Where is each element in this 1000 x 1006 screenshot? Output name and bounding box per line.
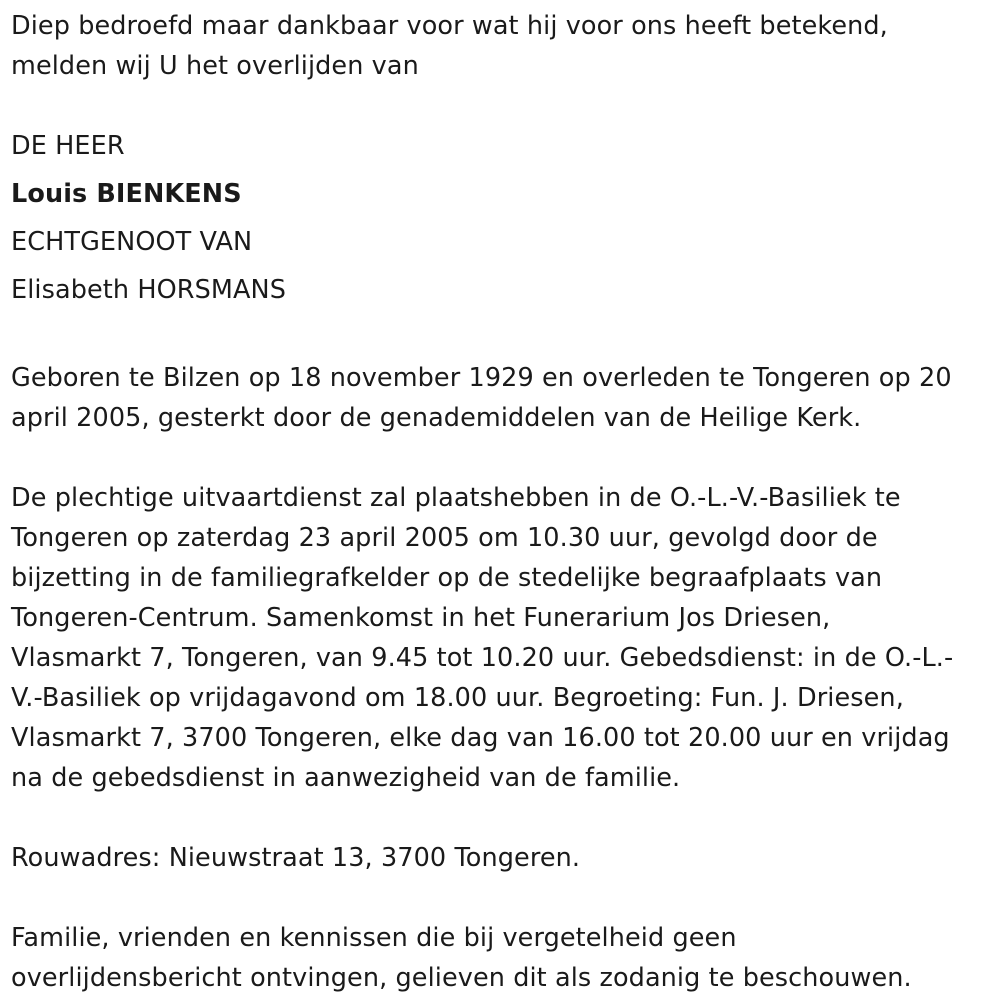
deceased-relation: ECHTGENOOT VAN <box>11 227 253 257</box>
spacer <box>11 798 1000 838</box>
intro-line-1: Diep bedroefd maar dankbaar voor wat hij voor ons heeft betekend, <box>11 11 888 41</box>
deceased-title: DE HEER <box>11 131 125 161</box>
intro-line-2: melden wij U het overlijden van <box>11 51 419 81</box>
closing-line-1: Familie, vrienden en kennissen die bij vergetelheid geen <box>11 923 737 953</box>
birth-death-line-2: april 2005, gesterkt door de genademiddelen van de Heilige Kerk. <box>11 403 862 433</box>
funeral-line-7: Vlasmarkt 7, 3700 Tongeren, elke dag van 16.00 tot 20.00 uur en vrijdag <box>11 723 950 753</box>
funeral-line-3: bijzetting in de familiegrafkelder op de stedelijke begraafplaats van <box>11 563 883 593</box>
mourning-address: Rouwadres: Nieuwstraat 13, 3700 Tongeren. <box>11 843 581 873</box>
closing-line-2: overlijdensbericht ontvingen, gelieven dit als zodanig te beschouwen. <box>11 963 912 993</box>
funeral-line-8: na de gebedsdienst in aanwezigheid van de familie. <box>11 763 681 793</box>
spouse-name: Elisabeth HORSMANS <box>11 275 286 305</box>
deceased-block <box>11 122 1000 314</box>
spacer <box>11 878 1000 918</box>
funeral-line-6: V.-Basiliek op vrijdagavond om 18.00 uur. Begroeting: Fun. J. Driesen, <box>11 683 904 713</box>
funeral-line-1: De plechtige uitvaartdienst zal plaatshebben in de O.-L.-V.-Basiliek te <box>11 483 901 513</box>
funeral-line-2: Tongeren op zaterdag 23 april 2005 om 10.30 uur, gevolgd door de <box>11 523 878 553</box>
spacer <box>11 86 1000 126</box>
funeral-line-5: Vlasmarkt 7, Tongeren, van 9.45 tot 10.20 uur. Gebedsdienst: in de O.-L.- <box>11 643 954 673</box>
birth-death-line-1: Geboren te Bilzen op 18 november 1929 en overleden te Tongeren op 20 <box>11 363 952 393</box>
deceased-name: Louis BIENKENS <box>11 179 242 209</box>
spacer <box>11 438 1000 478</box>
spacer <box>11 318 1000 358</box>
funeral-line-4: Tongeren-Centrum. Samenkomst in het Funerarium Jos Driesen, <box>11 603 831 633</box>
